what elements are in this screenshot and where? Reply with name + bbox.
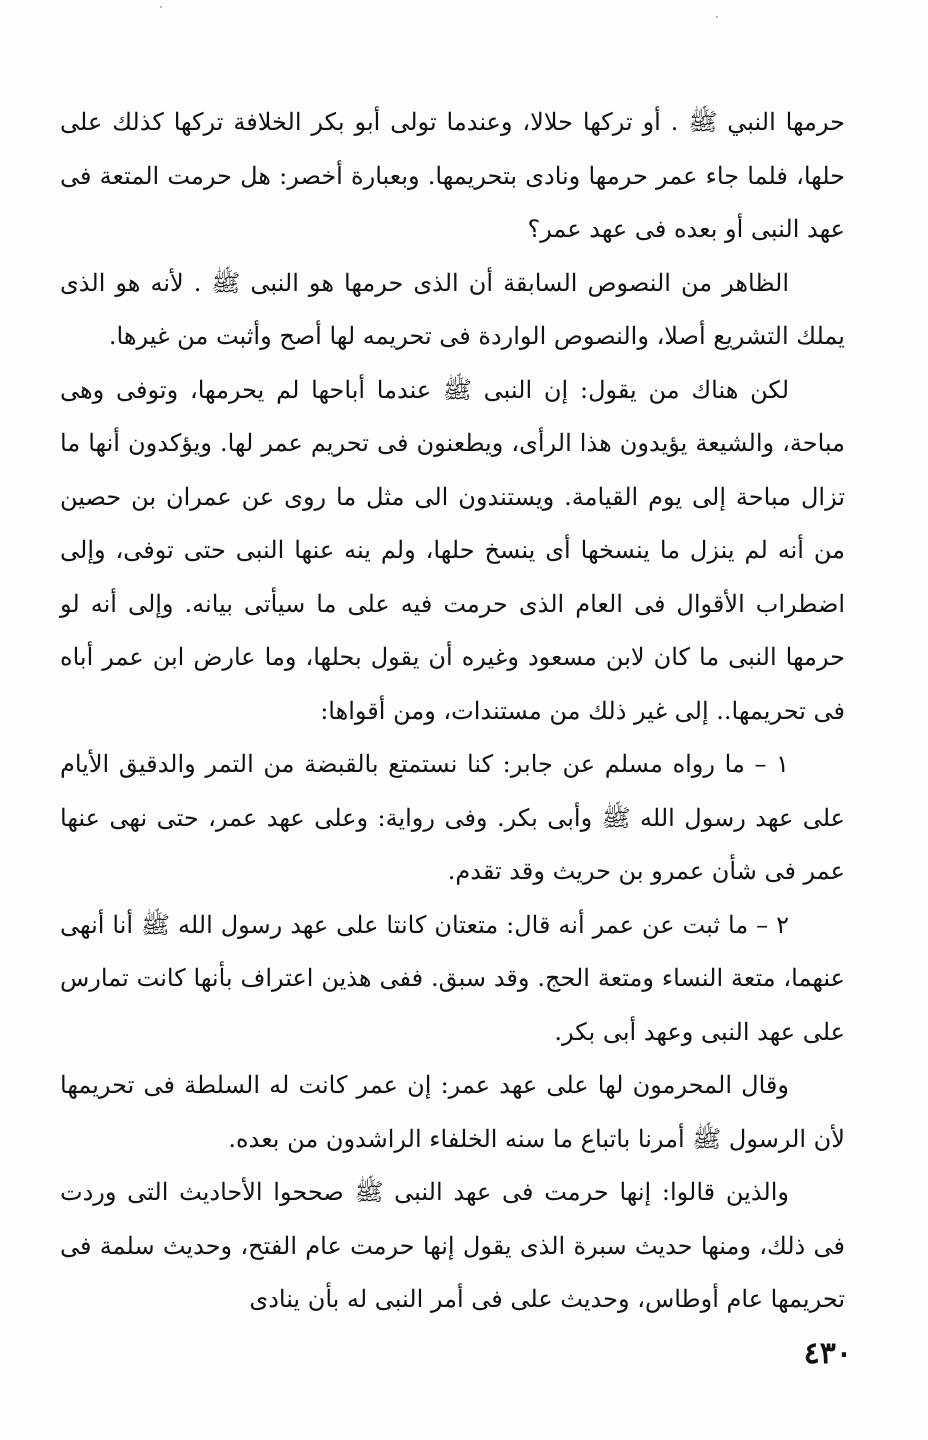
paragraph-7: والذين قالوا: إنها حرمت فى عهد النبى ﷺ صححوا الأحاديث التى وردت فى ذلك، ومنها حديث سبرة الذى يقول إنها حرمت عام الفتح، وحديث سلمة فى تحريمها عام أوطاس، وحديث على فى أمر النبى له بأن ينادى <box>60 1178 845 1313</box>
scan-speck <box>716 16 718 18</box>
paragraph-1: حرمها النبي ﷺ . أو تركها حلالا، وعندما تولى أبو بكر الخلافة تركها كذلك على حلها، فلما جاء عمر حرمها ونادى بتحريمها. وبعبارة أخصر: هل حرمت المتعة فى عهد النبى أو بعده فى عهد عمر؟ <box>60 108 845 243</box>
paragraph-3: لكن هناك من يقول: إن النبى ﷺ عندما أباحها لم يحرمها، وتوفى وهى مباحة، والشيعة يؤيدون هذا الرأى، ويطعنون فى تحريم عمر لها. ويؤكدون أنها ما تزال مباحة إلى يوم القيامة. ويستندون الى مثل ما روى عن عمران بن حصين من أنه لم ينزل ما ينسخها أى ينسخ حلها، ولم ينه عنها النبى حتى توفى، وإلى اضطراب الأقوال فى العام الذى حرمت فيه على ما سيأتى بيانه. وإلى أنه لو حرمها النبى ما كان لابن مسعود وغيره أن يقول بحلها، وما عارض ابن عمر أباه فى تحريمها.. إلى غير ذلك من مستندات، ومن أقواها: <box>60 375 845 725</box>
paragraph-2: الظاهر من النصوص السابقة أن الذى حرمها هو النبى ﷺ . لأنه هو الذى يملك التشريع أصلا، والنصوص الواردة فى تحريمه لها أصح وأثبت من غيرها. <box>60 268 845 350</box>
paragraph-5: ٢ – ما ثبت عن عمر أنه قال: متعتان كانتا على عهد رسول الله ﷺ أنا أنهى عنهما، متعة النساء ومتعة الحج. وقد سبق. ففى هذين اعتراف بأنها كانت تمارس على عهد النبى وعهد أبى بكر. <box>60 910 845 1046</box>
body-text <box>60 96 845 1327</box>
paragraph-6: وقال المحرمون لها على عهد عمر: إن عمر كانت له السلطة فى تحريمها لأن الرسول ﷺ أمرنا باتباع ما سنه الخلفاء الراشدون من بعده. <box>60 1071 845 1153</box>
scan-speck <box>160 6 162 8</box>
page-number: ٤٣٠ <box>803 1336 852 1371</box>
paragraph-4: ١ – ما رواه مسلم عن جابر: كنا نستمتع بالقبضة من التمر والدقيق الأيام على عهد رسول الله ﷺ وأبى بكر. وفى رواية: وعلى عهد عمر، حتى نهى عنها عمر فى شأن عمرو بن حريث وقد تقدم. <box>60 750 845 885</box>
